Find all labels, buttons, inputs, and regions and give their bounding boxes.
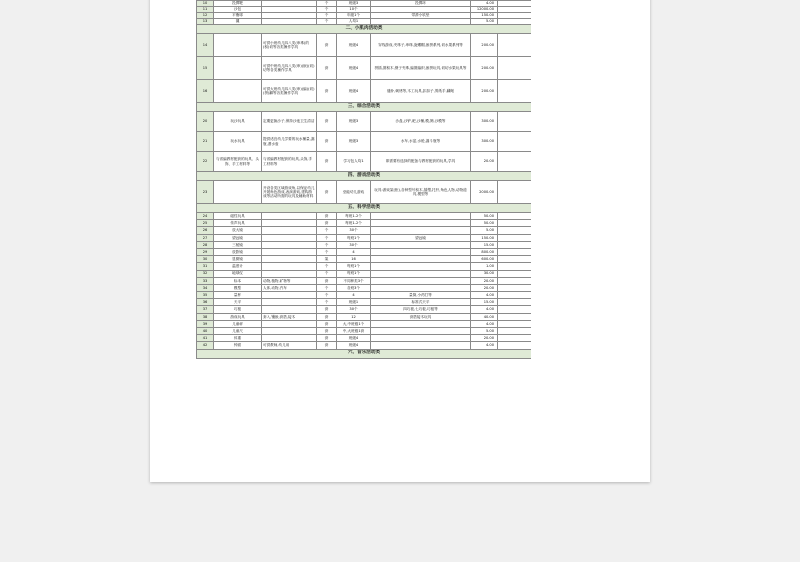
item-description	[262, 227, 317, 234]
item-unit: 套	[317, 313, 337, 320]
item-remark	[498, 277, 532, 284]
row-number: 27	[197, 234, 214, 241]
item-price: 2000.00	[471, 181, 498, 204]
row-number: 39	[197, 320, 214, 327]
item-price: 200.00	[471, 80, 498, 103]
item-price: 15.00	[471, 241, 498, 248]
row-number: 38	[197, 313, 214, 320]
item-note	[371, 220, 471, 227]
table-row	[197, 34, 532, 57]
item-note	[371, 277, 471, 284]
item-unit: 个	[317, 1, 337, 7]
item-unit: 套	[317, 57, 337, 80]
item-name	[214, 34, 262, 57]
item-description	[262, 256, 317, 263]
table-row	[197, 248, 532, 255]
item-description	[262, 320, 317, 327]
item-name: 儿童秤	[214, 320, 262, 327]
item-unit: 套	[317, 213, 337, 220]
item-name: 体重	[214, 335, 262, 342]
item-remark	[498, 152, 532, 172]
item-unit: 架	[317, 256, 337, 263]
item-description: 开设各类区域游戏角,以保证幼儿开展角色游戏,表演游戏,建构游戏等活动所需的玩具及辅助材料	[262, 181, 317, 204]
item-unit: 个	[317, 299, 337, 306]
row-number: 30	[197, 256, 214, 263]
item-price: 150.00	[471, 234, 498, 241]
item-price: 50.00	[471, 213, 498, 220]
item-unit: 个	[317, 19, 337, 25]
item-quantity: 30个	[337, 241, 371, 248]
item-quantity: 12	[337, 313, 371, 320]
item-quantity: 班级4	[337, 335, 371, 342]
item-remark	[498, 213, 532, 220]
item-price: 4.00	[471, 320, 498, 327]
item-quantity: 30个	[337, 227, 371, 234]
item-description	[262, 306, 317, 313]
item-remark	[498, 270, 532, 277]
item-name: 望远镜	[214, 234, 262, 241]
item-description: 可供小班幼儿四八类(串珠)的(积)切等各类操作学具	[262, 34, 317, 57]
item-price: 4.00	[471, 306, 498, 313]
item-remark	[498, 328, 532, 335]
item-description: 提供适宜幼儿学要的玩水桶量,漏瓶,洒水壶	[262, 132, 317, 152]
item-description	[262, 241, 317, 248]
table-row	[197, 80, 532, 103]
item-description: 套入,镶嵌,套搭,接木	[262, 313, 317, 320]
item-name: 温度计	[214, 263, 262, 270]
item-name: 投掷靶	[214, 1, 262, 7]
item-price: 4.00	[471, 1, 498, 7]
item-remark	[498, 342, 532, 349]
item-remark	[498, 306, 532, 313]
item-name: 平衡球	[214, 13, 262, 19]
item-remark	[498, 248, 532, 255]
table-row	[197, 263, 532, 270]
item-unit: 个	[317, 248, 337, 255]
item-price: 12000.00	[471, 7, 498, 13]
section-title: 六、音乐活动类	[197, 349, 532, 358]
item-name: 放影镜	[214, 248, 262, 255]
item-note: 投掷环	[371, 1, 471, 7]
item-price: 5.00	[471, 328, 498, 335]
section-title: 二、小肌肉活动类	[197, 25, 532, 34]
item-unit: 个	[317, 270, 337, 277]
row-number: 13	[197, 19, 214, 25]
item-note: 标准式天平	[371, 299, 471, 306]
item-price: 40.00	[471, 313, 498, 320]
item-name: 三棱镜	[214, 241, 262, 248]
table-row	[197, 328, 532, 335]
item-quantity: 至能幼儿游戏	[337, 181, 371, 204]
item-price: 300.00	[471, 132, 498, 152]
row-number: 35	[197, 292, 214, 299]
row-number: 32	[197, 270, 214, 277]
item-remark	[498, 234, 532, 241]
item-description	[262, 335, 317, 342]
row-number: 23	[197, 181, 214, 204]
item-quantity: 4	[337, 248, 371, 255]
row-number: 34	[197, 284, 214, 291]
equipment-table	[196, 0, 531, 359]
item-quantity: 中,大班级1套	[337, 328, 371, 335]
item-quantity: 30个	[337, 306, 371, 313]
row-number: 41	[197, 335, 214, 342]
item-name: 天平	[214, 299, 262, 306]
table-row	[197, 220, 532, 227]
item-unit: 套	[317, 335, 337, 342]
row-number: 26	[197, 227, 214, 234]
item-quantity: 年级1个	[337, 13, 371, 19]
item-quantity: 10个	[337, 7, 371, 13]
row-number: 16	[197, 80, 214, 103]
item-remark	[498, 220, 532, 227]
item-note	[371, 241, 471, 248]
item-unit: 个	[317, 234, 337, 241]
item-note	[371, 270, 471, 277]
item-note	[371, 256, 471, 263]
section-title: 四、游戏活动类	[197, 172, 532, 181]
item-unit: 个	[317, 7, 337, 13]
table-row	[197, 335, 532, 342]
item-note: 带滑小软垫	[371, 13, 471, 19]
item-description	[262, 263, 317, 270]
table-row	[197, 256, 532, 263]
item-note: 即需要有选择的配备与教材配套的玩具,学具	[371, 152, 471, 172]
item-note: 量筒,小药打等	[371, 292, 471, 299]
table-row	[197, 277, 532, 284]
item-quantity: 班级1	[337, 299, 371, 306]
item-note: 四巧板,七巧板,巧板等	[371, 306, 471, 313]
table-row	[197, 152, 532, 172]
table-row	[197, 313, 532, 320]
row-number: 31	[197, 263, 214, 270]
item-name: 量杯	[214, 292, 262, 299]
row-number: 15	[197, 57, 214, 80]
item-note	[371, 248, 471, 255]
item-remark	[498, 132, 532, 152]
item-price: 1.00	[471, 263, 498, 270]
item-quantity: 各班3个	[337, 284, 371, 291]
item-note: 玩具:游戏架(柜),各种型号积木,插塑,托杆,角色人物,动物道具,模型等	[371, 181, 471, 204]
item-name: 标本	[214, 277, 262, 284]
table-row	[197, 181, 532, 204]
item-note	[371, 227, 471, 234]
item-remark	[498, 284, 532, 291]
item-price: 200.00	[471, 34, 498, 57]
item-description: 与省编教材配套的玩具,头饰,手工材料等	[262, 152, 317, 172]
item-remark	[498, 292, 532, 299]
item-description: 可供大班幼儿四八类(串)(编)(切)(拼)翻等各类操作学具	[262, 80, 317, 103]
item-price: 5.00	[471, 19, 498, 25]
section-header	[197, 25, 532, 34]
item-description	[262, 328, 317, 335]
item-price: 30.00	[471, 270, 498, 277]
item-unit: 个	[317, 284, 337, 291]
item-unit: 套	[317, 132, 337, 152]
item-remark	[498, 181, 532, 204]
row-number: 37	[197, 306, 214, 313]
item-unit: 套	[317, 306, 337, 313]
item-unit: 套	[317, 181, 337, 204]
row-number: 20	[197, 112, 214, 132]
item-description: 人体,动物,汽车	[262, 284, 317, 291]
item-unit: 套	[317, 277, 337, 284]
table-row	[197, 299, 532, 306]
item-price: 600.00	[471, 256, 498, 263]
table-row	[197, 306, 532, 313]
table-row	[197, 284, 532, 291]
item-quantity: 班级3	[337, 112, 371, 132]
row-number: 24	[197, 213, 214, 220]
item-unit: 个	[317, 241, 337, 248]
item-quantity: 班级4	[337, 342, 371, 349]
item-unit: 套	[317, 342, 337, 349]
item-price: 200.00	[471, 57, 498, 80]
item-name: 与省编教材配套的玩具、头饰、手工材料等	[214, 152, 262, 172]
item-unit: 个	[317, 13, 337, 19]
table-row	[197, 292, 532, 299]
item-price: 150.00	[471, 13, 498, 19]
item-note: 穿线游戏,夹珠子,串珠,旋螺帽,嵌拼系列,切水果系列等	[371, 34, 471, 57]
item-note	[371, 328, 471, 335]
item-price: 300.00	[471, 112, 498, 132]
item-name: 玩沙玩具	[214, 112, 262, 132]
item-price: 20.00	[471, 335, 498, 342]
item-quantity: 每班1个	[337, 270, 371, 277]
row-number: 42	[197, 342, 214, 349]
item-unit: 个	[317, 227, 337, 234]
row-number: 21	[197, 132, 214, 152]
table-row	[197, 112, 532, 132]
row-number: 25	[197, 220, 214, 227]
item-note	[371, 320, 471, 327]
item-name: 放大镜	[214, 227, 262, 234]
item-remark	[498, 80, 532, 103]
item-price: 20.00	[471, 284, 498, 291]
table-row	[197, 227, 532, 234]
item-remark	[498, 299, 532, 306]
item-price: 20.00	[471, 152, 498, 172]
item-description	[262, 299, 317, 306]
item-name: 模型	[214, 284, 262, 291]
item-note: 水车,水盆,水枪,漏斗瓶等	[371, 132, 471, 152]
item-price: 50.00	[471, 220, 498, 227]
item-description: 定期更换沙子,保持沙池卫生清洁	[262, 112, 317, 132]
item-description	[262, 248, 317, 255]
item-name: 沙包	[214, 7, 262, 13]
item-remark	[498, 256, 532, 263]
item-quantity: 班级4	[337, 57, 371, 80]
item-unit: 套	[317, 80, 337, 103]
table-row	[197, 320, 532, 327]
item-note: 望远镜	[371, 234, 471, 241]
section-header	[197, 349, 532, 358]
table-row	[197, 241, 532, 248]
item-name: 毽	[214, 19, 262, 25]
section-title: 三、综合活动类	[197, 103, 532, 112]
section-header	[197, 204, 532, 213]
row-number: 22	[197, 152, 214, 172]
item-remark	[498, 335, 532, 342]
row-number: 11	[197, 7, 214, 13]
item-name: 显微镜	[214, 256, 262, 263]
item-remark	[498, 263, 532, 270]
item-quantity: 不同种类3个	[337, 277, 371, 284]
table-row	[197, 270, 532, 277]
section-title: 五、科学活动类	[197, 204, 532, 213]
item-description: 可供教师,幼儿用	[262, 342, 317, 349]
item-name: 儿童尺	[214, 328, 262, 335]
item-remark	[498, 241, 532, 248]
section-header	[197, 172, 532, 181]
item-name	[214, 181, 262, 204]
item-description: 可供中班幼儿四八类(串)(嵌)(切)切等各类操作学具	[262, 57, 317, 80]
item-description	[262, 234, 317, 241]
item-remark	[498, 227, 532, 234]
item-note	[371, 213, 471, 220]
item-quantity: 每班1个	[337, 234, 371, 241]
spreadsheet	[196, 0, 531, 378]
row-number: 10	[197, 1, 214, 7]
item-quantity: 班级3	[337, 1, 371, 7]
table-row	[197, 213, 532, 220]
table-row	[197, 342, 532, 349]
item-price: 5.00	[471, 227, 498, 234]
item-note: 缝补,刺绣等,木工玩具,扣扣子,剪纸手,翻绳	[371, 80, 471, 103]
item-note: 套搭接木玩具	[371, 313, 471, 320]
item-note	[371, 263, 471, 270]
item-description	[262, 213, 317, 220]
section-header	[197, 103, 532, 112]
item-quantity: 班级3	[337, 132, 371, 152]
row-number: 14	[197, 34, 214, 57]
row-number: 28	[197, 241, 214, 248]
item-price: 4.00	[471, 292, 498, 299]
item-unit: 个	[317, 292, 337, 299]
item-note: 拼插,图积木,镊子夹珠,编图编织,嵌拼玩具,切切水果玩具等	[371, 57, 471, 80]
item-remark	[498, 34, 532, 57]
item-remark	[498, 320, 532, 327]
item-description	[262, 270, 317, 277]
item-unit: 套	[317, 34, 337, 57]
item-description	[262, 292, 317, 299]
item-name: 磁性玩具	[214, 213, 262, 220]
item-unit: 套	[317, 320, 337, 327]
item-name	[214, 80, 262, 103]
item-name: 玩水玩具	[214, 132, 262, 152]
item-price: 20.00	[471, 277, 498, 284]
item-price: 15.00	[471, 299, 498, 306]
item-name: 游戏玩具	[214, 313, 262, 320]
item-unit: 个	[317, 263, 337, 270]
item-unit: 套	[317, 112, 337, 132]
item-name	[214, 57, 262, 80]
item-quantity: 4	[337, 292, 371, 299]
item-quantity: 班级4	[337, 34, 371, 57]
item-price: 800.00	[471, 248, 498, 255]
item-remark	[498, 313, 532, 320]
table-row	[197, 132, 532, 152]
item-quantity: 学习包人均1	[337, 152, 371, 172]
row-number: 33	[197, 277, 214, 284]
item-quantity: 人均1	[337, 19, 371, 25]
row-number: 36	[197, 299, 214, 306]
table-row	[197, 234, 532, 241]
item-unit: 套	[317, 152, 337, 172]
table-row	[197, 57, 532, 80]
item-unit: 套	[317, 220, 337, 227]
row-number: 29	[197, 248, 214, 255]
item-unit: 套	[317, 328, 337, 335]
item-name: 巧板	[214, 306, 262, 313]
item-description	[262, 220, 317, 227]
item-note	[371, 342, 471, 349]
item-note	[371, 335, 471, 342]
item-note	[371, 284, 471, 291]
item-price: 4.00	[471, 342, 498, 349]
item-quantity: 班级4	[337, 80, 371, 103]
item-note: 沙盘,沙铲,耙,沙桶,模,筛,沙模等	[371, 112, 471, 132]
row-number: 40	[197, 328, 214, 335]
item-description: 动物,植物,矿物等	[262, 277, 317, 284]
item-quantity: 每班1个	[337, 263, 371, 270]
item-name: 地球仪	[214, 270, 262, 277]
item-quantity: 大,中班级1个	[337, 320, 371, 327]
item-quantity: 每班1-2个	[337, 220, 371, 227]
item-quantity: 16	[337, 256, 371, 263]
item-name: 钟面	[214, 342, 262, 349]
item-quantity: 每班1-2个	[337, 213, 371, 220]
item-name: 传声玩具	[214, 220, 262, 227]
item-remark	[498, 57, 532, 80]
row-number: 12	[197, 13, 214, 19]
item-remark	[498, 112, 532, 132]
